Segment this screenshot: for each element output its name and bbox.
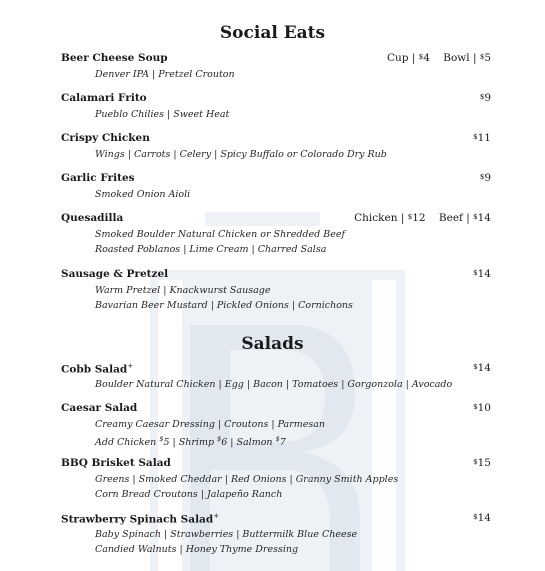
menu-item-price: $11: [473, 132, 491, 144]
menu-item-name: Strawberry Spinach Salad+: [61, 512, 220, 526]
menu-item-name: Caesar Salad: [61, 402, 138, 414]
menu-item-name: BBQ Brisket Salad: [61, 457, 171, 469]
menu-item-description: Pueblo Chilies | Sweet Heat: [95, 109, 230, 120]
menu-item-name: Sausage & Pretzel: [61, 268, 169, 280]
menu-item-name: Beer Cheese Soup: [61, 52, 168, 64]
menu-item-header: [61, 212, 491, 227]
menu-item-description: Baby Spinach | Strawberries | Buttermilk Blue Cheese: [95, 529, 358, 540]
menu-item-price: $15: [473, 457, 491, 469]
section-title: Social Eats: [219, 23, 326, 43]
menu-item-price: $10: [473, 402, 491, 414]
menu-item: [61, 132, 491, 162]
menu-item-description: Wings | Carrots | Celery | Spicy Buffalo or Colorado Dry Rub: [95, 149, 387, 160]
menu-item-header: [61, 457, 491, 472]
menu-item-price: $9: [479, 172, 491, 184]
menu-item-header: [61, 172, 491, 187]
menu-item: [61, 92, 491, 122]
menu-item: [61, 362, 491, 392]
menu-item-description: Warm Pretzel | Knackwurst Sausage: [95, 285, 271, 296]
menu-item-header: [61, 512, 491, 527]
menu-item-description: Boulder Natural Chicken | Egg | Bacon | Tomatoes | Gorgonzola | Avocado: [95, 379, 453, 390]
menu-item: [61, 457, 491, 502]
menu-item-description: Creamy Caesar Dressing | Croutons | Parmesan: [95, 419, 326, 430]
menu-item-header: [61, 132, 491, 147]
menu-item: [61, 268, 491, 313]
menu-item-name: Quesadilla: [61, 212, 124, 224]
menu-item-price: $9: [479, 92, 491, 104]
menu-item-price: $14: [473, 362, 491, 374]
menu-item: [61, 512, 491, 557]
menu-item-price: $14: [473, 268, 491, 280]
menu-item-description: Smoked Onion Aioli: [95, 189, 191, 200]
menu-item-name: Cobb Salad+: [61, 362, 134, 376]
menu-item-price: $14: [473, 512, 491, 524]
menu-item-name: Garlic Frites: [61, 172, 135, 184]
menu-item-price: Cup | $4 Bowl | $5: [387, 52, 491, 64]
menu-item-description: Roasted Poblanos | Lime Cream | Charred Salsa: [95, 244, 327, 255]
menu-item-description: Add Chicken $5 | Shrimp $6 | Salmon $7: [95, 435, 286, 449]
menu-item-header: [61, 268, 491, 283]
menu-item: [61, 172, 491, 202]
menu-item-header: [61, 402, 491, 417]
section-title: Salads: [241, 334, 304, 354]
menu-item-price: Chicken | $12 Beef | $14: [354, 212, 491, 224]
menu-item-description: Greens | Smoked Cheddar | Red Onions | Granny Smith Apples: [95, 474, 399, 485]
menu-item: [61, 402, 491, 450]
menu-item-description: Bavarian Beer Mustard | Pickled Onions | Cornichons: [95, 300, 353, 311]
menu-item-name: Crispy Chicken: [61, 132, 150, 144]
menu-item-header: [61, 52, 491, 67]
menu-item-description: Smoked Boulder Natural Chicken or Shredded Beef: [95, 229, 345, 240]
menu-item-description: Corn Bread Croutons | Jalapeño Ranch: [95, 489, 283, 500]
menu-item: [61, 212, 491, 257]
menu-item-description: Candied Walnuts | Honey Thyme Dressing: [95, 544, 299, 555]
menu-item-description: Denver IPA | Pretzel Crouton: [95, 69, 235, 80]
menu-item-header: [61, 362, 491, 377]
menu-item-header: [61, 92, 491, 107]
menu-item-name: Calamari Frito: [61, 92, 147, 104]
menu-item: [61, 52, 491, 82]
